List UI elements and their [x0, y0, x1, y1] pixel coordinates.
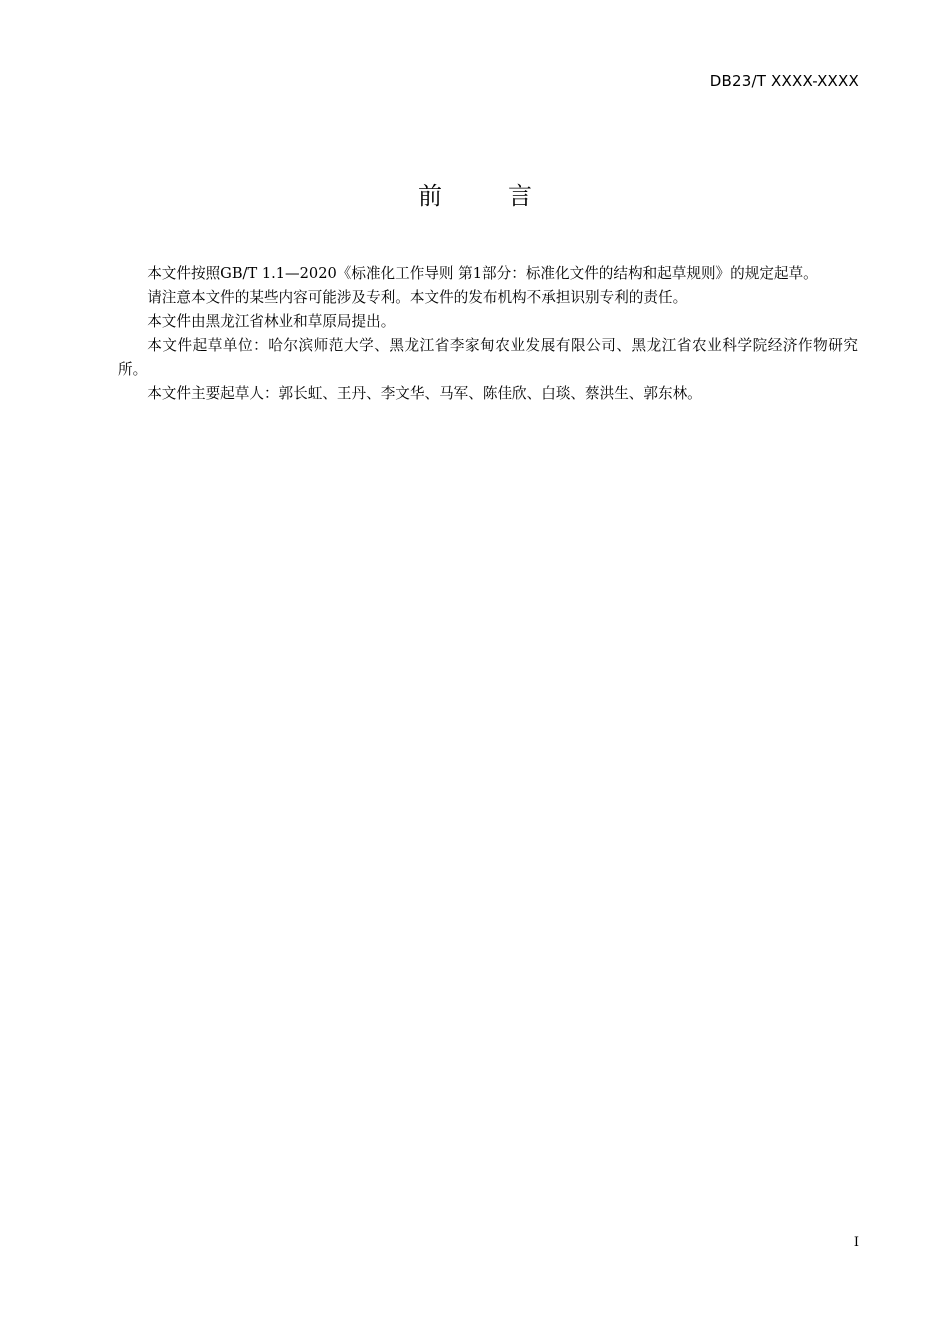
- foreword-body: [118, 262, 858, 406]
- paragraph-proposer: 本文件由黑龙江省林业和草原局提出。: [147, 313, 396, 330]
- page-title-char-1: 前: [418, 182, 442, 210]
- page-title: [0, 176, 950, 211]
- page-number: I: [853, 1235, 859, 1250]
- document-code: DB23/T XXXX-XXXX: [709, 72, 859, 90]
- paragraph-drafters: 本文件主要起草人：郭长虹、王丹、李文华、马军、陈佳欣、白琰、蔡洪生、郭东林。: [147, 385, 702, 402]
- paragraph-drafting-units: 本文件起草单位：哈尔滨师范大学、黑龙江省李家甸农业发展有限公司、黑龙江省农业科学院经济作物研究所。: [118, 337, 858, 378]
- paragraph-patent-notice: 请注意本文件的某些内容可能涉及专利。本文件的发布机构不承担识别专利的责任。: [147, 289, 688, 306]
- page-title-char-2: 言: [508, 182, 532, 210]
- paragraph-drafting-rules: 本文件按照GB/T 1.1—2020《标准化工作导则 第1部分：标准化文件的结构和起草规则》的规定起草。: [147, 265, 818, 282]
